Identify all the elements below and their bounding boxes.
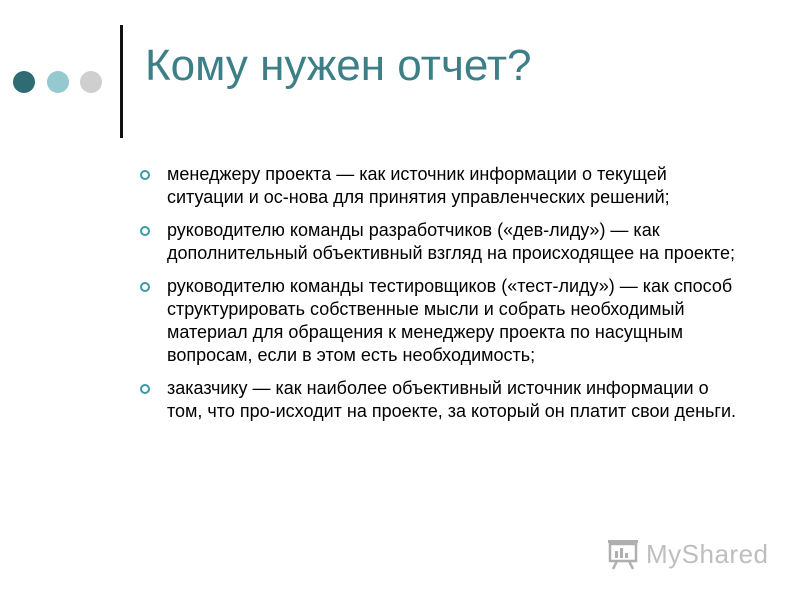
bullet-text: руководителю команды разработчиков («дев-лиду») — как дополнительный объективный взгляд на происходящее на проекте;: [167, 220, 735, 263]
bullet-marker-icon: [140, 384, 150, 394]
bullet-item: [140, 219, 740, 265]
bullet-item: [140, 163, 740, 209]
bullet-text: менеджеру проекта — как источник информации о текущей ситуации и ос-нова для принятия управленческих решений;: [167, 164, 670, 207]
decor-dot-icon: [47, 71, 69, 93]
title-divider: [120, 25, 123, 138]
watermark-logo: [606, 537, 769, 571]
slide-title: Кому нужен отчет?: [145, 41, 532, 90]
presentation-board-icon: [606, 537, 640, 571]
decor-dot-icon: [80, 71, 102, 93]
bullet-text: руководителю команды тестировщиков («тест-лиду») — как способ структурировать собственные мысли и собрать необходимый материал для обращения к менеджеру проекта по насущным вопросам, если в этом есть необходимость;: [167, 276, 733, 365]
decor-dot-icon: [13, 71, 35, 93]
bullet-marker-icon: [140, 170, 150, 180]
bullet-marker-icon: [140, 226, 150, 236]
bullet-item: [140, 377, 740, 423]
bullet-item: [140, 275, 740, 367]
bullet-marker-icon: [140, 282, 150, 292]
bullet-text: заказчику — как наиболее объективный источник информации о том, что про-исходит на проекте, за который он платит свои деньги.: [167, 378, 737, 421]
watermark-text: MyShared: [646, 538, 769, 569]
bullet-list: [140, 163, 740, 433]
